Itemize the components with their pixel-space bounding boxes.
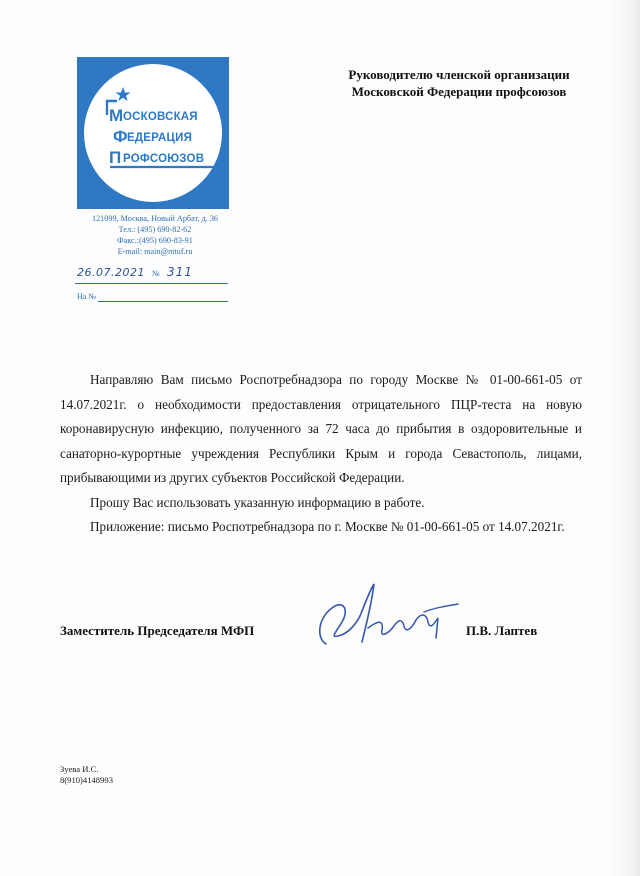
signer-title: Заместитель Председателя МФП <box>60 623 255 638</box>
logo-line-1: ОСКОВСКАЯ <box>123 111 198 123</box>
executor-name: Зуева И.С. <box>60 764 99 774</box>
body-paragraph-1: Направляю Вам письмо Роспотребнадзора по городу Москве № 01-00-661-05 от 14.07.2021г. о необходимости предоставления отрицательного ПЦР-теста на новую коронавирусную инфекцию, полученного за 72 часа до прибытия в оздоровительные и санаторно-курортные учреждения Республики Крым и города Севастополь, лицами, прибывающими из других субъектов Российской Федерации. <box>60 372 582 485</box>
address: 121099, Москва, Новый Арбат, д. 36 <box>91 214 219 223</box>
logo-initial-f: Ф <box>113 127 128 146</box>
letter-body <box>60 368 582 540</box>
addressee-line-2: Московской Федерации профсоюзов <box>351 84 567 99</box>
phone: Тел.: (495) 690-82-62 <box>118 225 192 234</box>
body-paragraph-2: Прошу Вас использовать указанную информацию в работе. <box>90 494 425 510</box>
executor-info <box>60 764 113 786</box>
registration-date: 26.07.2021 <box>77 266 145 279</box>
registration-number: 311 <box>167 265 193 279</box>
handwritten-signature <box>312 578 472 658</box>
reference-line <box>75 289 228 303</box>
signer-name: П.В. Лаптев <box>466 623 538 638</box>
scan-edge-shadow <box>610 0 640 876</box>
addressee <box>300 66 618 100</box>
body-paragraph-3: Приложение: письмо Роспотребнадзора по г. Москве № 01-00-661-05 от 14.07.2021г. <box>90 519 565 534</box>
mfp-logo <box>77 57 229 209</box>
logo-line-3: РОФСОЮЗОВ <box>123 153 205 165</box>
letterhead-contacts <box>60 213 250 257</box>
reference-underline <box>98 301 228 302</box>
registration-number-label: № <box>152 269 160 278</box>
logo-initial-p: П <box>109 148 122 167</box>
reference-label: На № <box>77 292 96 301</box>
executor-phone: 8(910)4148993 <box>60 775 113 785</box>
star-icon <box>116 87 131 101</box>
logo-graphic <box>77 57 229 209</box>
email: E-mail: main@mtuf.ru <box>117 247 193 256</box>
registration-line <box>75 265 228 284</box>
addressee-line-1: Руководителю членской организации <box>348 67 570 82</box>
fax: Факс.:(495) 690-83-91 <box>117 236 193 245</box>
logo-initial-m: М <box>109 106 124 125</box>
logo-line-2: ЕДЕРАЦИЯ <box>127 132 193 144</box>
